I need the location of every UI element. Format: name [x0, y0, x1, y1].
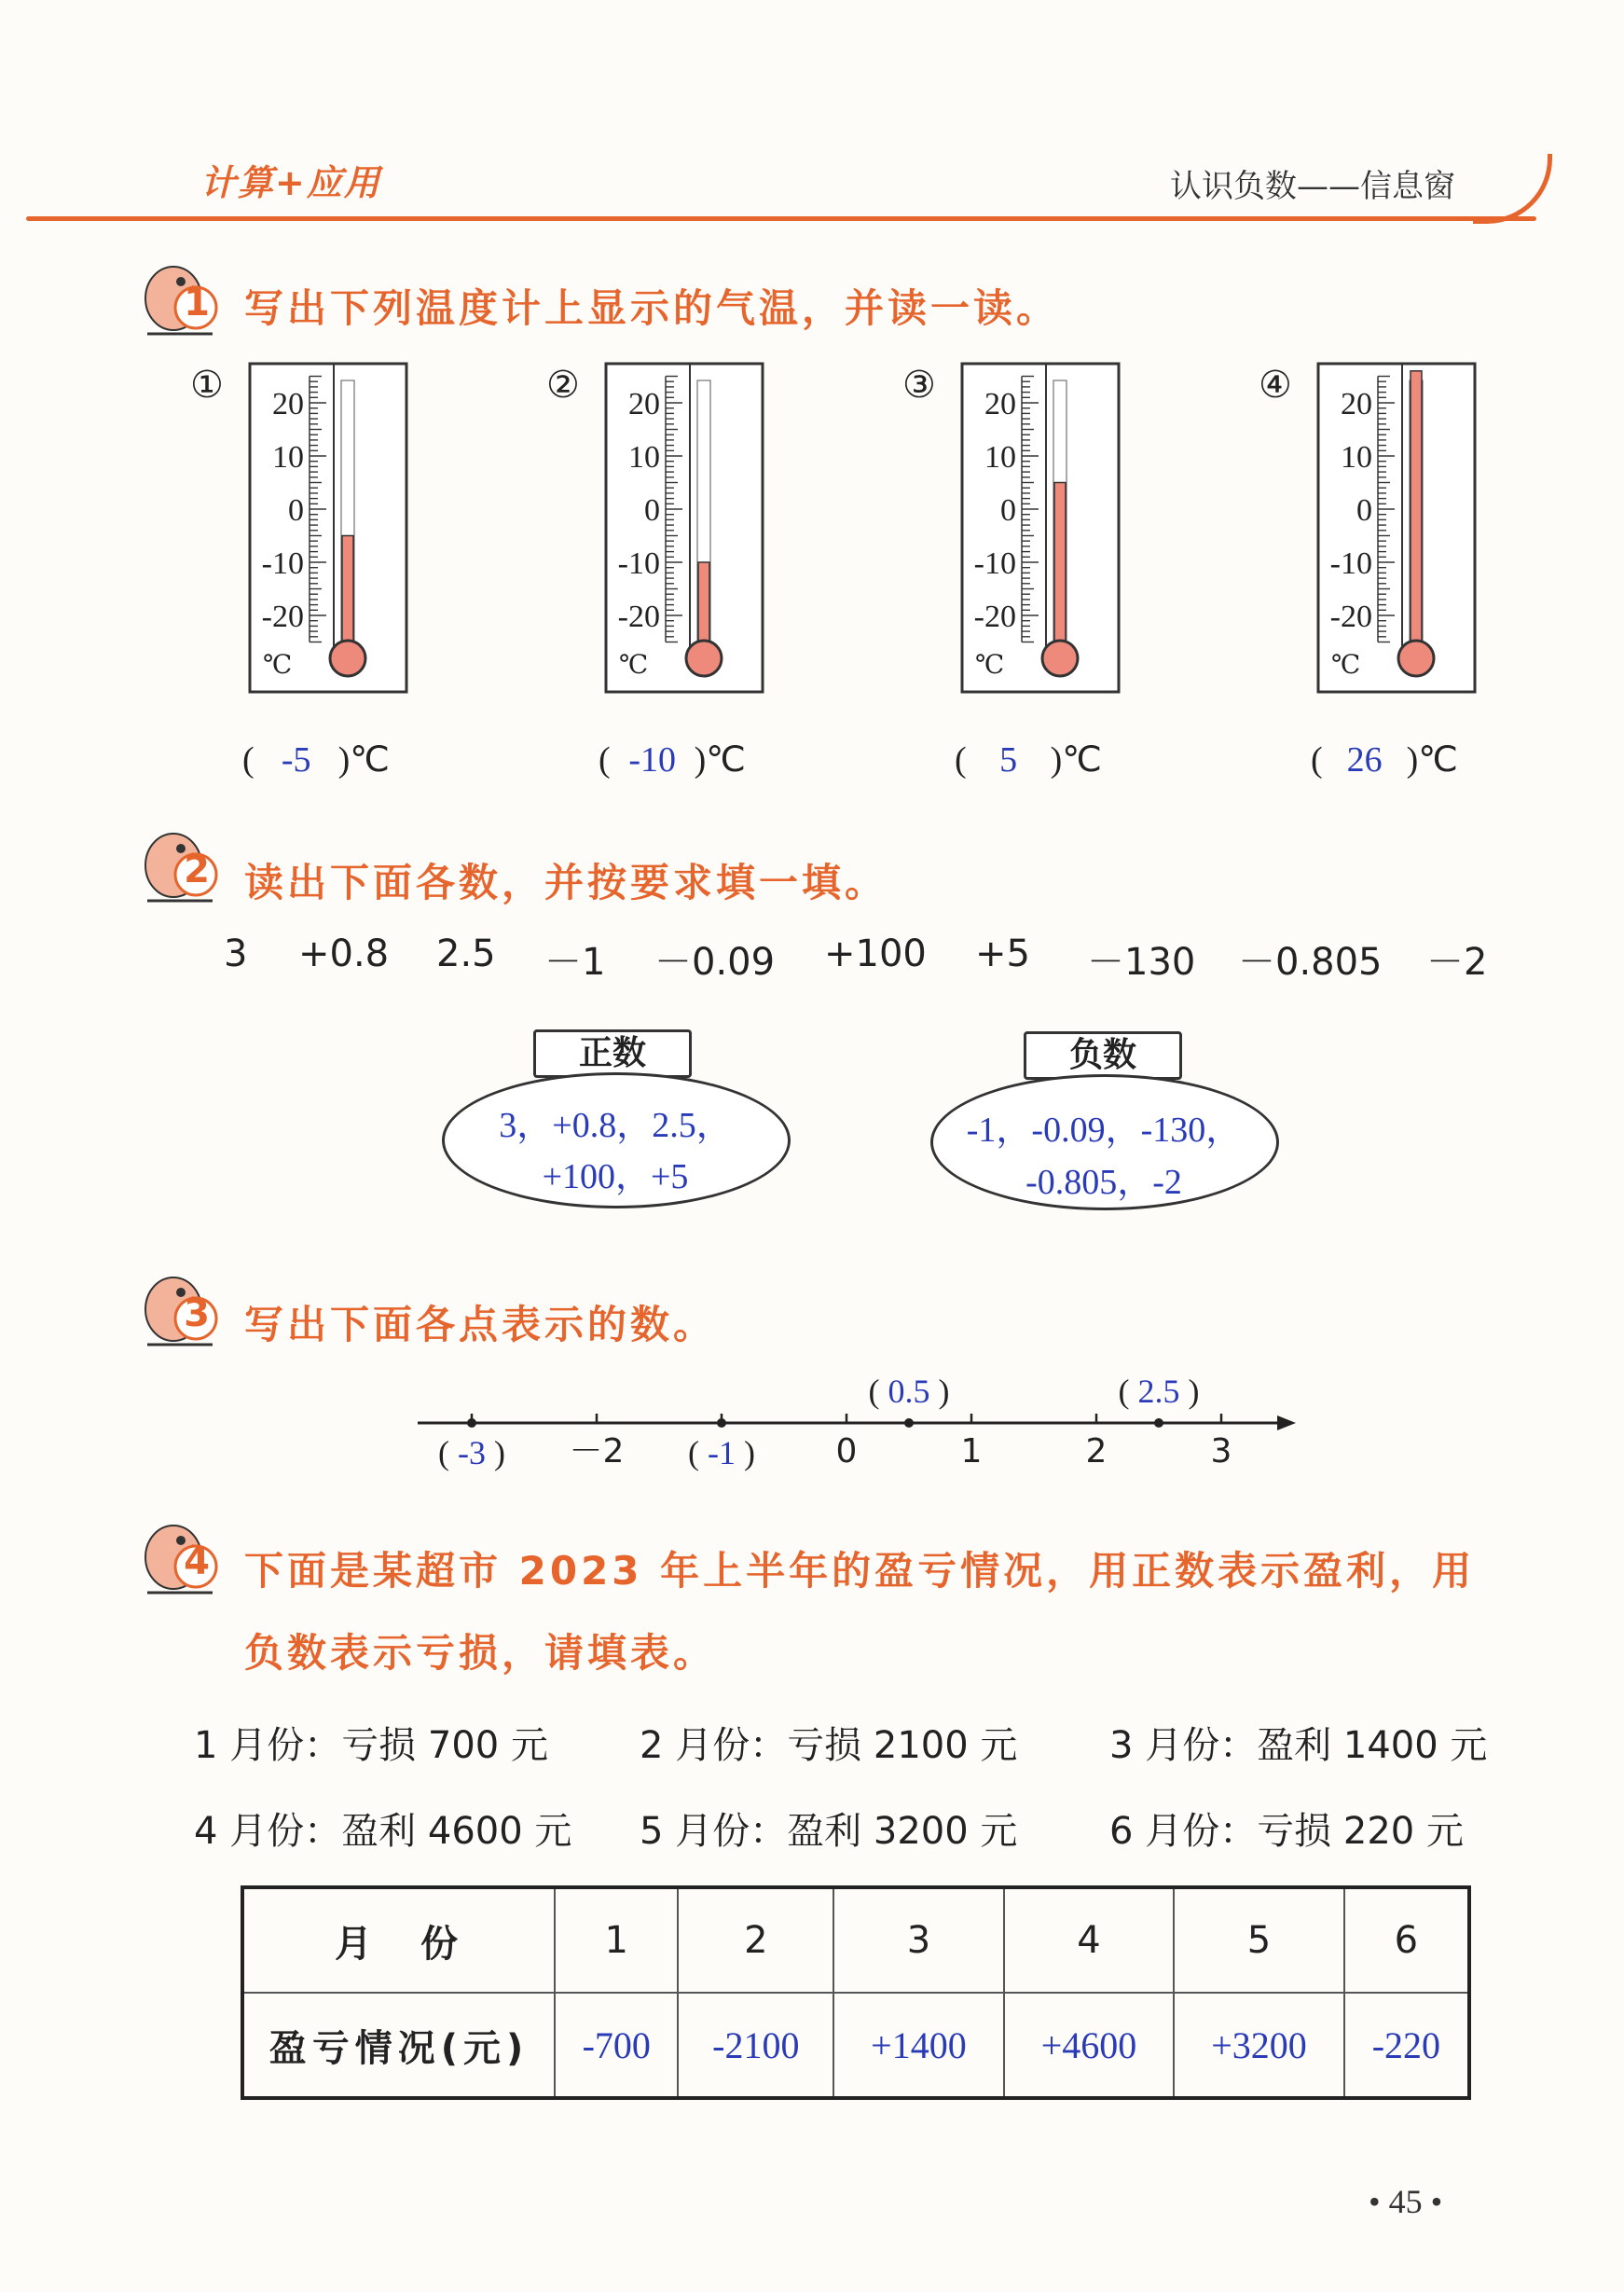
answer-blank	[1311, 739, 1458, 780]
table-cell-value: +3200	[1174, 1993, 1344, 2098]
thermometer	[960, 362, 1122, 696]
table-header-profit: 盈亏情况(元)	[242, 1993, 555, 2098]
mercury-column	[1411, 371, 1422, 651]
month-info: 1 月份：亏损 700 元	[194, 1724, 548, 1767]
thermometer-bulb	[330, 641, 365, 676]
answer-value: 5	[999, 740, 1018, 780]
paren-open: (	[242, 740, 255, 780]
question-number: 3	[184, 1292, 210, 1335]
scale-label: 0	[644, 493, 660, 528]
tick-label: －2	[569, 1432, 625, 1470]
table-cell-value: -220	[1344, 1993, 1469, 2098]
scale-label: 20	[1341, 387, 1372, 421]
thermometer	[1316, 362, 1479, 696]
scale-label: 20	[272, 387, 304, 421]
table-cell-value: -2100	[678, 1993, 833, 2098]
point-marker	[904, 1418, 914, 1428]
scale-label: -10	[617, 546, 660, 581]
paren-open: (	[1311, 740, 1323, 780]
paren-close-unit: )℃	[1406, 740, 1458, 780]
tick-label: 0	[835, 1432, 858, 1470]
mercury-column	[698, 562, 709, 651]
table-cell-value: +4600	[1004, 1993, 1175, 2098]
header-rule	[26, 216, 1536, 221]
scale-label: -10	[261, 546, 304, 581]
paren-close-unit: )℃	[1050, 740, 1102, 780]
answer-blank	[242, 739, 390, 780]
section-title: 计算+应用	[200, 162, 381, 203]
tick-label: 2	[1085, 1432, 1108, 1470]
bird-badge-icon	[138, 1264, 224, 1350]
thermometer-label: ①	[190, 364, 224, 407]
month-info: 4 月份：盈利 4600 元	[194, 1810, 572, 1853]
answer-blank	[955, 739, 1102, 780]
unit-label: ℃	[1331, 649, 1361, 680]
scale-label: 10	[272, 440, 304, 475]
number-item: +100	[824, 932, 927, 975]
table-cell-month: 2	[678, 1887, 833, 1993]
negative-label: 负数	[1024, 1031, 1182, 1080]
month-info: 3 月份：盈利 1400 元	[1109, 1724, 1488, 1767]
question-text: 读出下面各数，并按要求填一填。	[244, 860, 888, 905]
point-answer: ( -1 )	[688, 1434, 755, 1471]
scale-label: 10	[984, 440, 1016, 475]
table-cell-month: 5	[1174, 1887, 1344, 1993]
answer-blank	[599, 739, 746, 780]
question-text: 写出下面各点表示的数。	[244, 1302, 717, 1347]
question-text: 写出下列温度计上显示的气温，并读一读。	[244, 285, 1060, 331]
scale-label: 20	[628, 387, 660, 421]
scale-label: -20	[261, 600, 304, 634]
scale-label: -10	[973, 546, 1016, 581]
point-marker	[717, 1418, 726, 1428]
scale-label: 0	[1356, 493, 1372, 528]
thermometer-bulb	[1398, 641, 1434, 676]
paren-open: (	[599, 740, 611, 780]
negative-answer-line2: -0.805，-2	[1025, 1163, 1182, 1202]
lesson-title: 认识负数——信息窗	[1170, 168, 1455, 205]
table-cell-value: +1400	[833, 1993, 1004, 2098]
thermometer	[248, 362, 410, 696]
scale-label: -20	[617, 600, 660, 634]
point-answer: ( 0.5 )	[868, 1373, 950, 1410]
unit-label: ℃	[263, 649, 293, 680]
scale-label: -10	[1329, 546, 1372, 581]
answer-value: 26	[1346, 740, 1383, 780]
point-marker	[467, 1418, 476, 1428]
number-line	[410, 1361, 1305, 1483]
table-cell-value: -700	[555, 1993, 678, 2098]
paren-close-unit: )℃	[337, 740, 390, 780]
table-row	[242, 1887, 1469, 1993]
question-text-line2: 负数表示亏损，请填表。	[244, 1630, 717, 1676]
profit-loss-table	[241, 1885, 1471, 2100]
question-number: 1	[184, 282, 210, 324]
thermometer-bulb	[1042, 641, 1078, 676]
number-item: －130	[1087, 941, 1196, 984]
bird-badge-icon	[138, 1512, 224, 1598]
negative-answer-line1: -1，-0.09，-130，	[966, 1111, 1242, 1150]
unit-label: ℃	[619, 649, 649, 680]
number-item: 3	[224, 932, 248, 975]
mercury-column	[342, 536, 353, 652]
question-number: 2	[184, 849, 210, 891]
number-item: +0.8	[298, 932, 390, 975]
scale-label: 10	[1341, 440, 1372, 475]
positive-label: 正数	[533, 1029, 692, 1078]
answer-value: -5	[281, 740, 311, 780]
paren-close-unit: )℃	[694, 740, 746, 780]
number-item: －1	[544, 941, 606, 984]
month-info: 6 月份：亏损 220 元	[1109, 1810, 1464, 1853]
table-cell-month: 6	[1344, 1887, 1469, 1993]
scale-label: 20	[984, 387, 1016, 421]
thermometer-bulb	[686, 641, 722, 676]
scale-label: -20	[1329, 600, 1372, 634]
number-item: －0.09	[654, 941, 776, 984]
header-rule-curve	[1473, 154, 1552, 224]
thermometer-label: ③	[902, 364, 936, 407]
positive-answer-line2: +100，+5	[542, 1157, 689, 1196]
table-header-month: 月 份	[242, 1887, 555, 1993]
number-item: +5	[975, 932, 1030, 975]
positive-answer-line1: 3，+0.8，2.5，	[499, 1106, 732, 1145]
question-text-line1: 下面是某超市 2023 年上半年的盈亏情况，用正数表示盈利，用	[244, 1548, 1476, 1594]
thermometer	[604, 362, 766, 696]
number-item: 2.5	[436, 932, 496, 975]
unit-label: ℃	[975, 649, 1005, 680]
scale-label: 0	[288, 493, 304, 528]
number-item: －2	[1426, 941, 1488, 984]
table-cell-month: 1	[555, 1887, 678, 1993]
bird-badge-icon	[138, 254, 224, 339]
table-row	[242, 1993, 1469, 2098]
point-answer: ( 2.5 )	[1118, 1373, 1200, 1410]
question-number: 4	[184, 1540, 210, 1583]
point-answer: ( -3 )	[438, 1434, 505, 1471]
scale-label: -20	[973, 600, 1016, 634]
table-cell-month: 3	[833, 1887, 1004, 1993]
thermometer-label: ②	[546, 364, 580, 407]
scale-label: 10	[628, 440, 660, 475]
point-marker	[1154, 1418, 1163, 1428]
month-info: 2 月份：亏损 2100 元	[640, 1724, 1018, 1767]
answer-value: -10	[628, 740, 676, 780]
table-cell-month: 4	[1004, 1887, 1175, 1993]
page-number: • 45 •	[1369, 2183, 1443, 2220]
tick-label: 3	[1210, 1432, 1232, 1470]
scale-label: 0	[1000, 493, 1016, 528]
number-item: －0.805	[1238, 941, 1383, 984]
bird-badge-icon	[138, 821, 224, 906]
month-info: 5 月份：盈利 3200 元	[640, 1810, 1018, 1853]
tick-label: 1	[960, 1432, 983, 1470]
thermometer-label: ④	[1259, 364, 1292, 407]
paren-open: (	[955, 740, 967, 780]
axis-arrow	[1277, 1415, 1296, 1430]
mercury-column	[1054, 483, 1066, 652]
